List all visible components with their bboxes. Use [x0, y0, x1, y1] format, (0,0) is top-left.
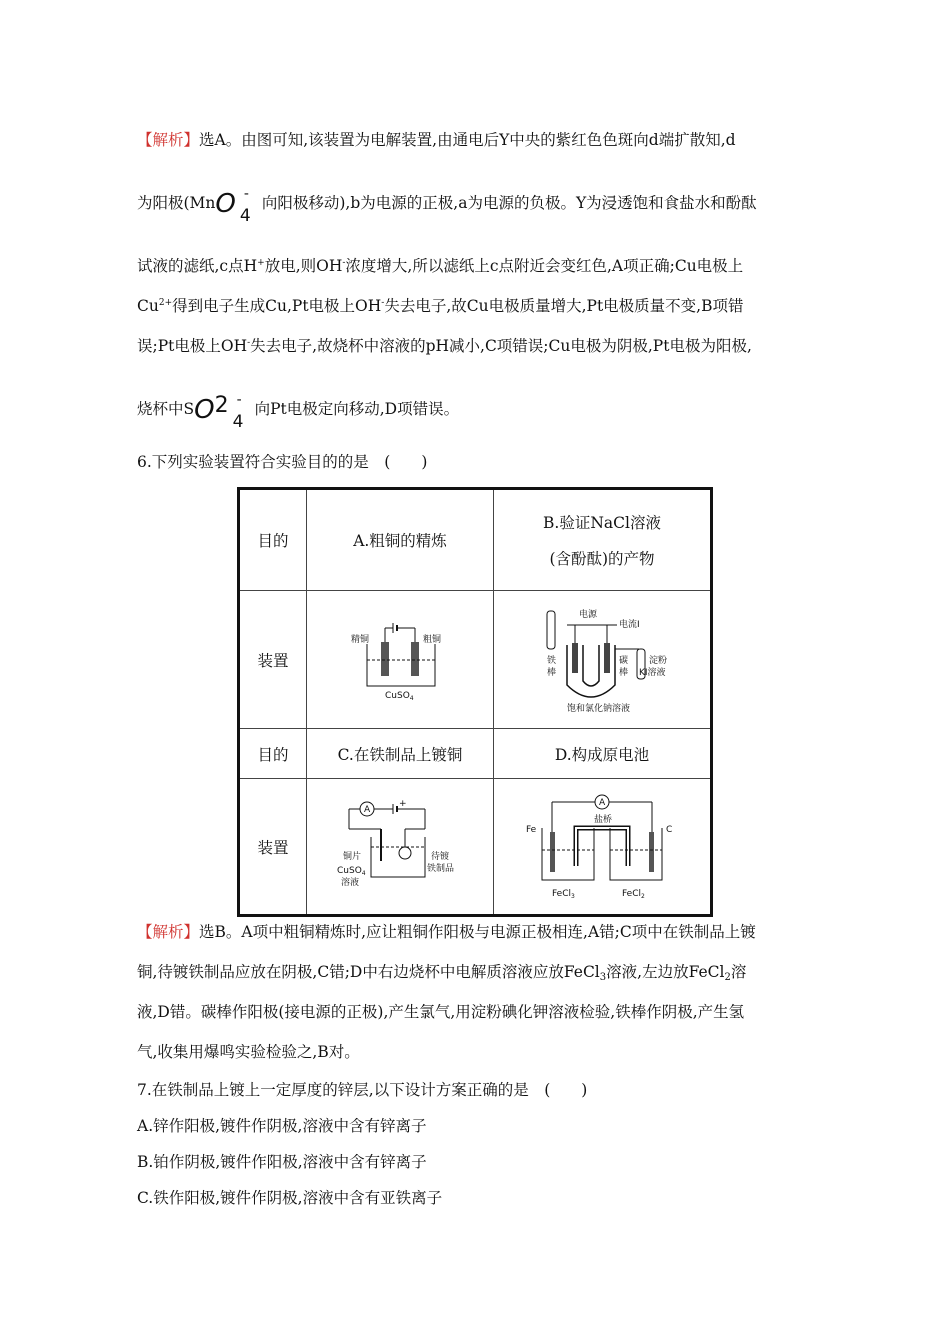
electrode-right [411, 642, 419, 676]
analysis6-line3: 液,D错。碳棒作阳极(接电源的正极),产生氯气,用淀粉碘化钾溶液检验,铁棒作阴极,产生氢 [137, 1003, 745, 1021]
svg-text:A: A [364, 804, 371, 815]
figure-c [307, 779, 494, 916]
svg-text:棒: 棒 [619, 667, 629, 678]
option-d-title: D.构成原电池 [494, 729, 712, 779]
option-a-title: A.粗铜的精炼 [307, 489, 494, 591]
svg-text:Fe: Fe [526, 824, 537, 835]
svg-text:电流I: 电流I [619, 619, 640, 630]
q7-option-b[interactable]: B.铂作阴极,镀件作阳极,溶液中含有锌离子 [137, 1153, 427, 1171]
q6-stem: 6.下列实验装置符合实验目的的是 ( ) [137, 453, 428, 471]
analysis5-line3: 试液的滤纸,c点H+放电,则OH-浓度增大,所以滤纸上c点附近会变红色,A项正确;Cu电极上 [137, 257, 744, 275]
formula-frac: - 4 [239, 186, 251, 226]
label-cuso4: CuSO$_4$ [385, 690, 414, 700]
purpose-label-2: 目的 [239, 729, 307, 779]
svg-text:淀粉: 淀粉 [649, 655, 668, 666]
analysis5-line6: 烧杯中SO2 - 4 向Pt电极定向移动,D项错误。 [137, 392, 460, 432]
svg-text:FeCl3: FeCl$_3$ [552, 888, 575, 900]
svg-text:电源: 电源 [579, 609, 598, 620]
svg-text:铁制品: 铁制品 [427, 863, 455, 874]
svg-text:铜片: 铜片 [343, 851, 362, 862]
svg-text:铁: 铁 [547, 655, 557, 666]
analysis6-line1: 【解析】选B。A项中粗铜精炼时,应让粗铜作阳极与电源正极相连,A错;C项中在铁制品上镀 [137, 923, 756, 941]
svg-text:碳: 碳 [619, 655, 629, 666]
electrolysis-refining-diagram [345, 620, 455, 700]
svg-text:+: + [399, 798, 407, 809]
svg-text:盐桥: 盐桥 [594, 814, 613, 825]
q7-option-a[interactable]: A.锌作阳极,镀件作阴极,溶液中含有锌离子 [137, 1117, 427, 1135]
formula-o: O [215, 189, 236, 219]
svg-text:KI溶液: KI溶液 [639, 667, 666, 678]
analysis5-line2: 为阳极(MnO - 4 向阳极移动),b为电源的正极,a为电源的负极。Y为浸透饱和食盐水和酚酞 [137, 186, 757, 226]
analysis-tag: 【解析】 [137, 131, 200, 149]
analysis5-line4: $Cu^{2+}$得到电子生成Cu,Pt电极上OH-失去电子,故Cu电极质量增大,Pt电极质量不变,B项错 [137, 297, 744, 315]
analysis6-line4: 气,收集用爆鸣实验检验之,B对。 [137, 1043, 360, 1061]
purpose-label: 目的 [239, 489, 307, 591]
label-pure-cu: 精铜 [351, 634, 370, 645]
q7-option-c[interactable]: C.铁作阳极,镀件作阴极,溶液中含有亚铁离子 [137, 1189, 443, 1207]
svg-text:FeCl2: FeCl$_2$ [622, 888, 645, 900]
svg-text:C: C [666, 824, 673, 835]
svg-text:溶液: 溶液 [341, 877, 360, 888]
copper-plating-diagram [335, 797, 465, 897]
option-c-title: C.在铁制品上镀铜 [307, 729, 494, 779]
figure-d [494, 779, 712, 916]
analysis6-line2: 铜,待镀铁制品应放在阴极,C错;D中右边烧杯中电解质溶液应放FeCl$_3$溶液,左边放FeCl$_2$溶 [137, 963, 747, 983]
device-label-2: 装置 [239, 779, 307, 916]
svg-text:饱和氯化钠溶液: 饱和氯化钠溶液 [567, 703, 631, 714]
figure-a [307, 591, 494, 729]
svg-text:A: A [599, 797, 606, 808]
svg-text:待镀: 待镀 [431, 851, 450, 862]
q7-stem: 7.在铁制品上镀上一定厚度的锌层,以下设计方案正确的是 ( ) [137, 1081, 588, 1099]
analysis5-line5: 误;Pt电极上OH-失去电子,故烧杯中溶液的pH减小,C项错误;Cu电极为阴极,Pt电极为阳极, [137, 337, 752, 355]
electrode-left [381, 642, 389, 676]
svg-text:CuSO4: CuSO$_4$ [337, 865, 366, 877]
figure-b [494, 591, 712, 729]
nacl-electrolysis-diagram [527, 605, 677, 715]
svg-text:棒: 棒 [547, 667, 557, 678]
galvanic-cell-diagram [522, 792, 682, 902]
option-b-title: B.验证NaCl溶液 (含酚酞)的产物 [494, 489, 712, 591]
analysis5-line1: 【解析】选A。由图可知,该装置为电解装置,由通电后Y中央的紫红色色斑向d端扩散知,d [137, 131, 736, 149]
label-crude-cu: 粗铜 [423, 634, 442, 645]
device-label: 装置 [239, 591, 307, 729]
experiment-table [237, 487, 713, 917]
